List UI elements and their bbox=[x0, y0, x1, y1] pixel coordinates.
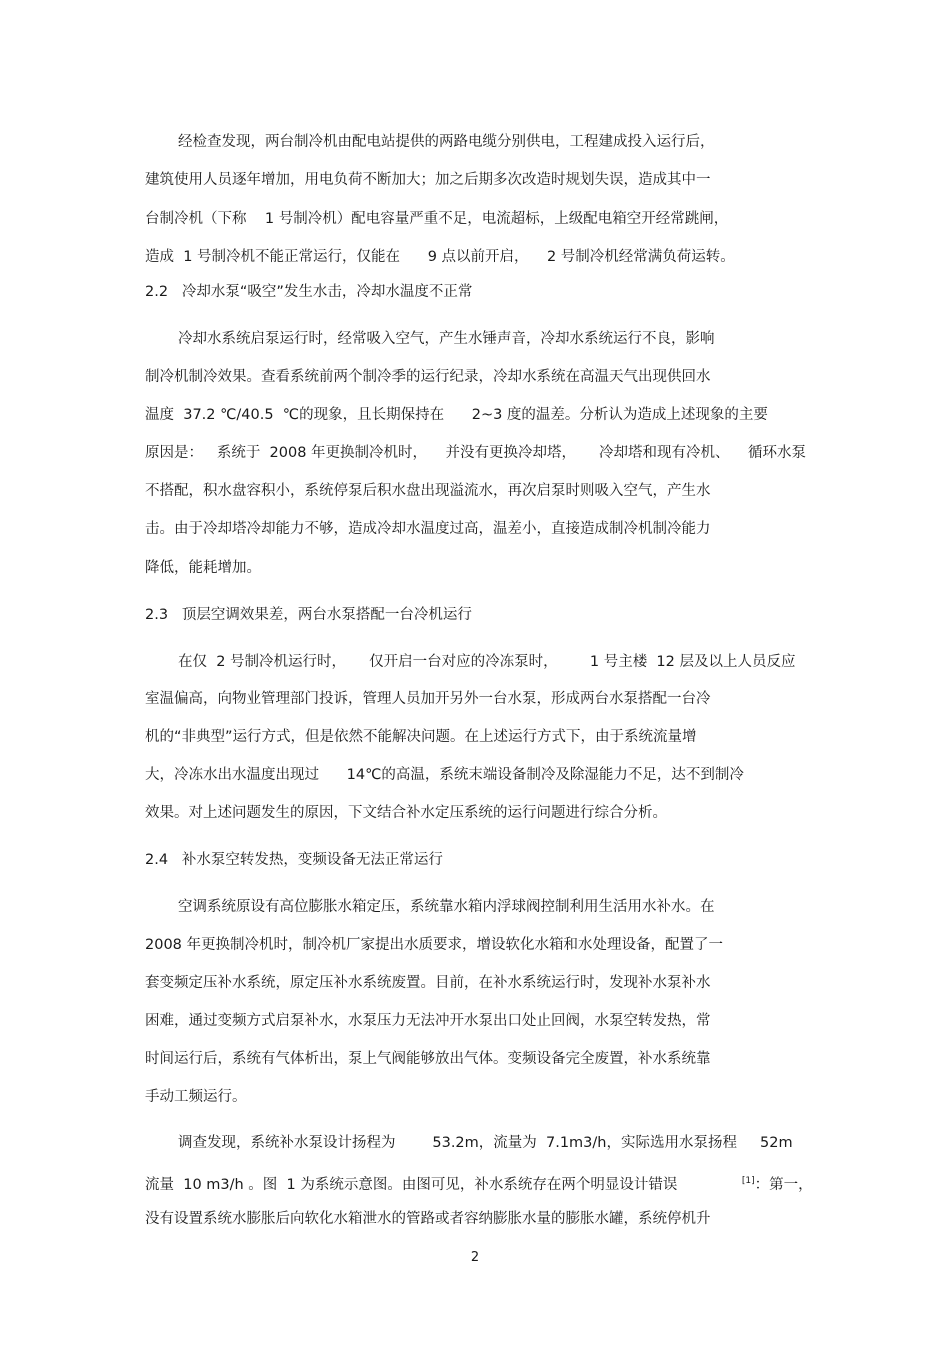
section-heading-2-4: 2.4 补水泵空转发热，变频设备无法正常运行 bbox=[145, 852, 443, 868]
paragraph-line: 套变频定压补水系统，原定压补水系统废置。目前，在补水系统运行时，发现补水泵补水 bbox=[145, 975, 711, 991]
paragraph-line: 大，冷冻水出水温度出现过 14℃的高温，系统末端设备制冷及除湿能力不足，达不到制冷 bbox=[145, 767, 744, 783]
paragraph-line: 造成 1 号制冷机不能正常运行，仅能在 9 点以前开启， 2 号制冷机经常满负荷运转。 bbox=[145, 249, 735, 265]
paragraph-text: ：第一， bbox=[754, 1177, 813, 1193]
paragraph-line: 冷却水系统启泵运行时，经常吸入空气，产生水锤声音，冷却水系统运行不良，影响 bbox=[178, 331, 715, 347]
paragraph-line: 台制冷机（下称 1 号制冷机）配电容量严重不足，电流超标，上级配电箱空开经常跳闸， bbox=[145, 211, 729, 227]
citation-reference[interactable]: [1] bbox=[741, 1176, 755, 1186]
paragraph-line: 温度 37.2 ℃/40.5 ℃的现象，且长期保持在 2~3 度的温差。分析认为造成上述现象的主要 bbox=[145, 407, 768, 423]
paragraph-line: 时间运行后，系统有气体析出，泵上气阀能够放出气体。变频设备完全废置，补水系统靠 bbox=[145, 1051, 711, 1067]
paragraph-line: 经检查发现，两台制冷机由配电站提供的两路电缆分别供电，工程建成投入运行后， bbox=[178, 134, 715, 150]
section-heading-2-2: 2.2 冷却水泵“吸空”发生水击，冷却水温度不正常 bbox=[145, 284, 473, 300]
paragraph-line: 没有设置系统水膨胀后向软化水箱泄水的管路或者容纳膨胀水量的膨胀水罐，系统停机升 bbox=[145, 1211, 711, 1227]
paragraph-line: 2008 年更换制冷机时，制冷机厂家提出水质要求，增设软化水箱和水处理设备，配置了一 bbox=[145, 937, 724, 953]
page-number: 2 bbox=[470, 1250, 480, 1265]
paragraph-line: 不搭配，积水盘容积小，系统停泵后积水盘出现溢流水，再次启泵时则吸入空气，产生水 bbox=[145, 483, 711, 499]
paragraph-line: 制冷机制冷效果。查看系统前两个制冷季的运行纪录，冷却水系统在高温天气出现供回水 bbox=[145, 369, 711, 385]
paragraph-line: 建筑使用人员逐年增加，用电负荷不断加大；加之后期多次改造时规划失误，造成其中一 bbox=[145, 172, 711, 188]
paragraph-line: 室温偏高，向物业管理部门投诉，管理人员加开另外一台水泵，形成两台水泵搭配一台冷 bbox=[145, 691, 711, 707]
paragraph-line: 原因是： 系统于 2008 年更换制冷机时， 并没有更换冷却塔， 冷却塔和现有冷机、 循环水泵 bbox=[145, 445, 806, 461]
paragraph-line: 降低，能耗增加。 bbox=[145, 560, 261, 576]
paragraph-line: 效果。对上述问题发生的原因，下文结合补水定压系统的运行问题进行综合分析。 bbox=[145, 805, 667, 821]
paragraph-line: 手动工频运行。 bbox=[145, 1089, 247, 1105]
paragraph-text: 流量 10 m3/h 。图 1 为系统示意图。由图可见，补水系统存在两个明显设计错误 bbox=[145, 1177, 742, 1193]
paragraph-line bbox=[145, 1171, 813, 1195]
paragraph-line: 困难，通过变频方式启泵补水，水泵压力无法冲开水泵出口处止回阀，水泵空转发热，常 bbox=[145, 1013, 711, 1029]
paragraph-line: 在仅 2 号制冷机运行时， 仅开启一台对应的冷冻泵时， 1 号主楼 12 层及以上人员反应 bbox=[178, 654, 796, 670]
paragraph-line: 调查发现，系统补水泵设计扬程为 53.2m，流量为 7.1m3/h，实际选用水泵扬程 52m bbox=[178, 1135, 793, 1151]
paragraph-line: 空调系统原设有高位膨胀水箱定压，系统靠水箱内浮球阀控制利用生活用水补水。在 bbox=[178, 899, 715, 915]
section-heading-2-3: 2.3 顶层空调效果差，两台水泵搭配一台冷机运行 bbox=[145, 607, 472, 623]
paragraph-line: 机的“非典型”运行方式，但是依然不能解决问题。在上述运行方式下，由于系统流量增 bbox=[145, 729, 697, 745]
paragraph-line: 击。由于冷却塔冷却能力不够，造成冷却水温度过高，温差小，直接造成制冷机制冷能力 bbox=[145, 521, 711, 537]
